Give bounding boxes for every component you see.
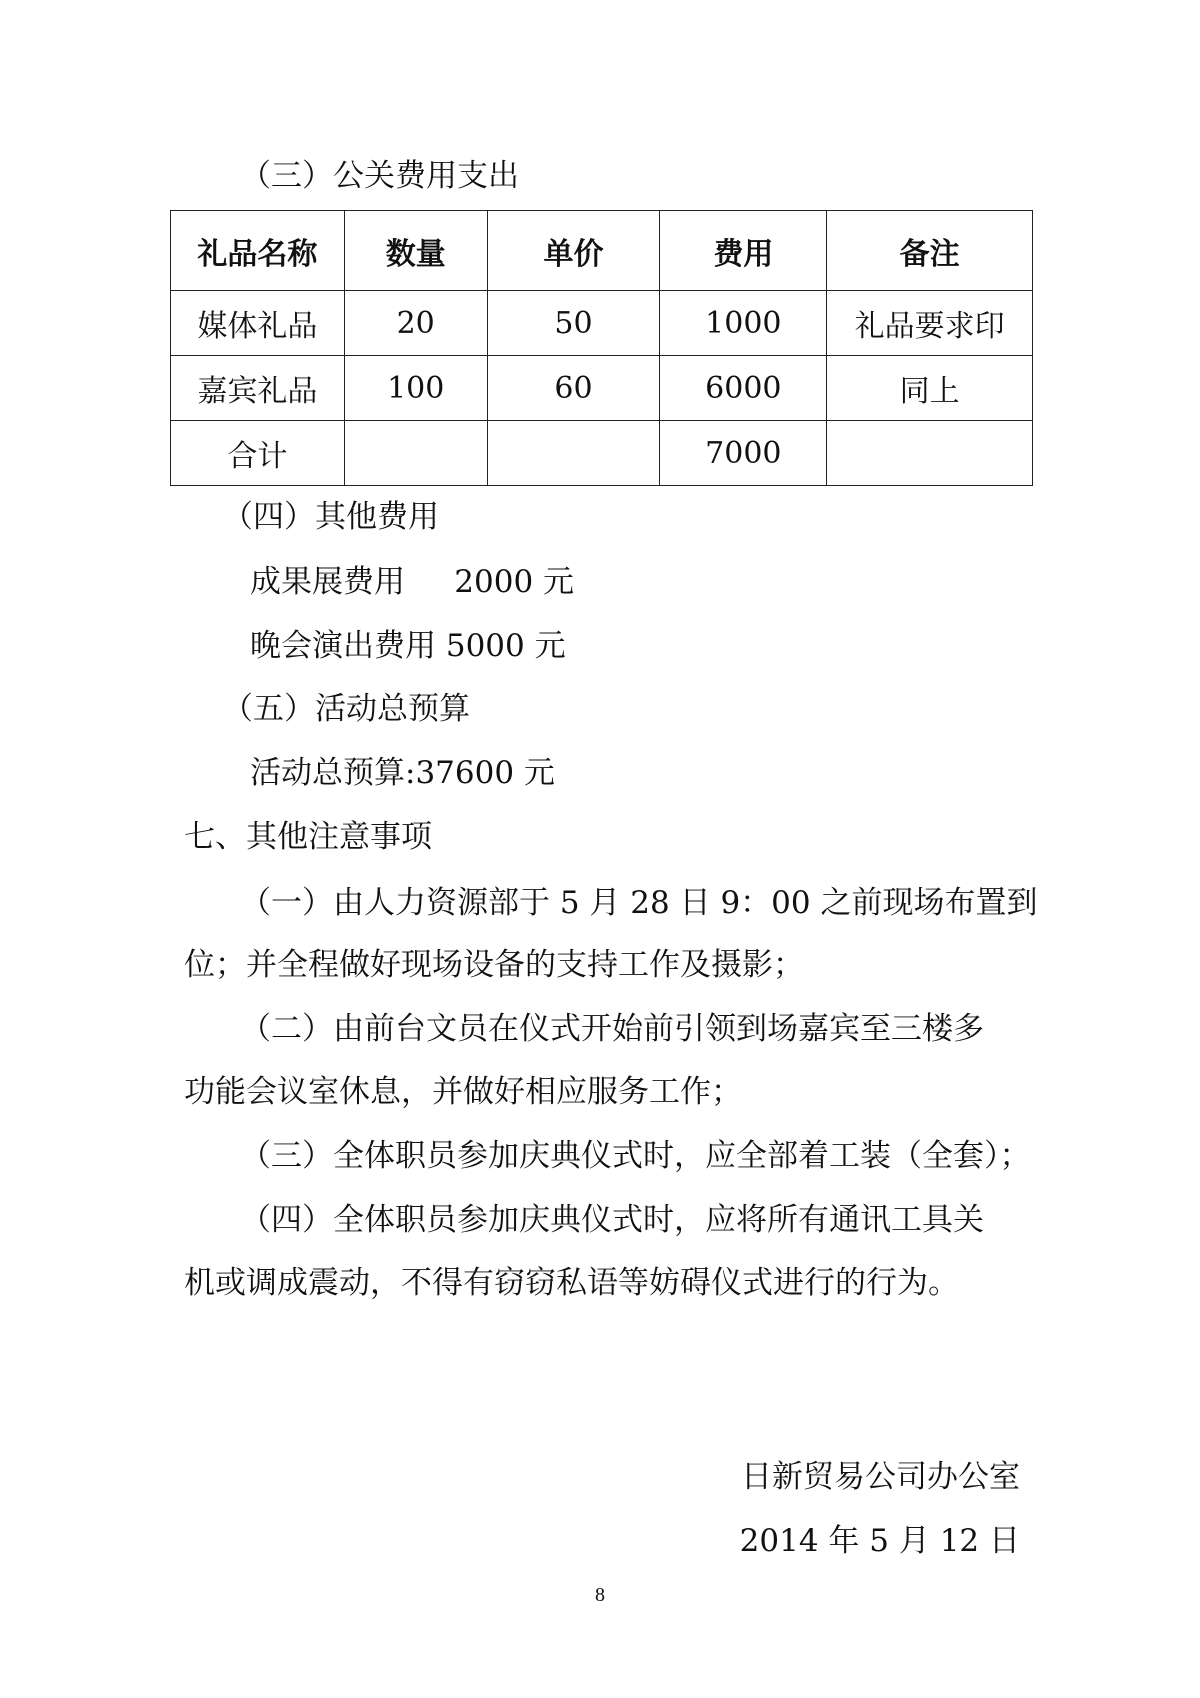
- page-number: 8: [595, 1584, 605, 1606]
- table-cell: [487, 421, 660, 486]
- table-cell: 1000: [660, 291, 827, 356]
- note-line: （一）由人力资源部于 5 月 28 日 9：00 之前现场布置到: [240, 885, 1038, 921]
- table-cell: 7000: [660, 421, 827, 486]
- note-line: （三）全体职员参加庆典仪式时，应全部着工装（全套）；: [240, 1138, 1031, 1174]
- exhibition-cost-line: 成果展费用 2000 元: [250, 564, 575, 600]
- signature-date: 2014 年 5 月 12 日: [739, 1523, 1020, 1559]
- gift-expense-table: [170, 210, 1033, 486]
- table-row: [171, 356, 1033, 421]
- table-cell: 嘉宾礼品: [171, 356, 345, 421]
- header-unit-price: 单价: [487, 211, 660, 291]
- table-cell: 礼品要求印: [827, 291, 1033, 356]
- gala-cost-line: 晚会演出费用 5000 元: [250, 628, 566, 664]
- header-cost: 费用: [660, 211, 827, 291]
- header-quantity: 数量: [344, 211, 487, 291]
- table-row: [171, 291, 1033, 356]
- table-cell: [344, 421, 487, 486]
- table-cell: 60: [487, 356, 660, 421]
- table-cell: [827, 421, 1033, 486]
- section-3-title: （三）公关费用支出: [240, 158, 519, 194]
- table-cell: 20: [344, 291, 487, 356]
- table-total-row: [171, 421, 1033, 486]
- header-remark: 备注: [827, 211, 1033, 291]
- table-cell: 50: [487, 291, 660, 356]
- note-line: （四）全体职员参加庆典仪式时，应将所有通讯工具关: [240, 1202, 984, 1238]
- section-4-title: （四）其他费用: [222, 499, 439, 535]
- note-line: （二）由前台文员在仪式开始前引领到场嘉宾至三楼多: [240, 1011, 984, 1047]
- table-cell: 6000: [660, 356, 827, 421]
- table-header-row: [171, 211, 1033, 291]
- chapter-7-title: 七、其他注意事项: [184, 819, 432, 855]
- header-gift-name: 礼品名称: [171, 211, 345, 291]
- signature-organization: 日新贸易公司办公室: [741, 1459, 1020, 1495]
- table-cell: 媒体礼品: [171, 291, 345, 356]
- total-budget-line: 活动总预算:37600 元: [250, 755, 555, 791]
- table-cell: 同上: [827, 356, 1033, 421]
- note-line: 位；并全程做好现场设备的支持工作及摄影；: [184, 947, 804, 983]
- table-cell: 合计: [171, 421, 345, 486]
- section-5-title: （五）活动总预算: [222, 691, 470, 727]
- note-line: 机或调成震动，不得有窃窃私语等妨碍仪式进行的行为。: [184, 1265, 959, 1301]
- note-line: 功能会议室休息，并做好相应服务工作；: [184, 1074, 742, 1110]
- table-cell: 100: [344, 356, 487, 421]
